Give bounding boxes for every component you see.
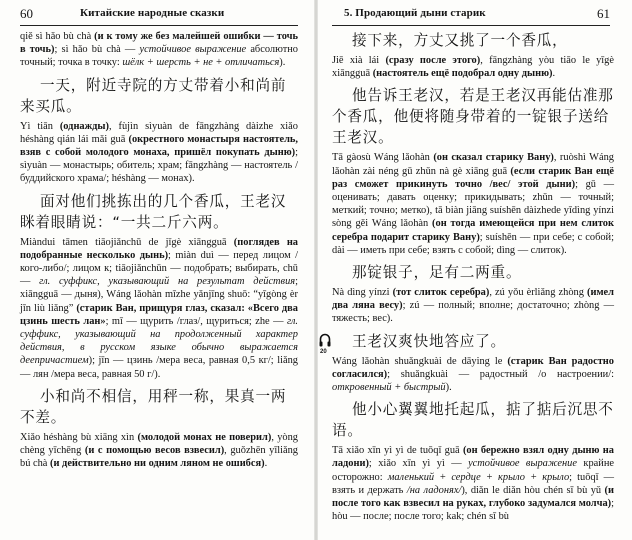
chinese-sentence: 那锭银子，足有二两重。	[352, 264, 522, 282]
left-page-header	[20, 4, 298, 26]
chinese-sentence: 他告诉王老汉，若是王老汉再能估准那个香瓜，他便将随身带着的一锭银子送给王老汉。	[332, 87, 614, 147]
right-page-content	[320, 30, 615, 523]
chinese-sentence-block	[332, 85, 614, 148]
running-title: 5. Продающий дыни старик	[344, 7, 486, 19]
page-number: 61	[597, 6, 610, 21]
chinese-sentence: 小和尚不相信，用秤一称，果真一两不差。	[20, 387, 287, 426]
transcription-paragraph: Tā xiǎo xīn yì yì de tuōqǐ guā (он бережно взял одну дыню на ладони); xiǎo xīn yì yì — устойчивое выражение крайне осторожно: маленький + сердце + крыло + крыло; tuōqǐ — взять и держать /на ладонях/), diǎn le diǎn hòu chén sī bù yǔ (и после того как взвесил на руках, глубоко задумался молча); hòu — после; после того; kak; chén sī bù	[332, 445, 614, 523]
right-page-header	[332, 4, 610, 26]
chinese-sentence-block	[20, 75, 298, 117]
audio-track-number: 20	[320, 348, 327, 355]
chinese-sentence-block	[332, 30, 614, 51]
transcription-paragraph: Miàndui tāmen tiāojiǎnchū de jǐgè xiāngguā (поглядев на подобранные несколько дынь); miàn duì — перед лицом /кого-либо/; лицом к; tiāojiǎnchūn — подобрать; выбирать, chū — гл. суффикс, указывающий на результат действия; xiāngguā — дыня), Wáng lǎohàn mīzhe yǎnjīng shuō: “yīgòng èr jīn liù liǎng” (старик Ван, прищуря глаз, сказал: «Всего два цзинь шесть лан»; mī — щурить /глаз/, щуриться; zhe — гл. суффикс, указывающий на продолженный характер действия, в русском языке обычно выражается деепричастием); jīn — цзинь /мера веса, равная 0,5 кг/; liǎng — лян /мера веса, равная 50 г/).	[20, 236, 299, 380]
left-page-content	[20, 30, 298, 470]
chinese-sentence-block	[20, 386, 298, 428]
transcription-paragraph: Wáng lǎohàn shuǎngkuài de dāying le (старик Ван радостно согласился); shuǎngkuài — радостный /о настроении/: откровенный + быстрый).	[332, 355, 614, 394]
chinese-sentence-block	[20, 191, 298, 233]
chinese-sentence-block	[320, 331, 614, 355]
transcription-paragraph: Yì tiān (однажды), fùjìn sìyuàn de fāngzhàng dàizhe xiǎo héshàng qián lái mǎi guā (окрестного монастыря настоятель, взяв с собой молодого монаха, пришёл покупать дыню); sìyuàn — монастырь; обитель; храм; fāngzhàng — настоятель /буддийского храма/; héshàng — монах).	[20, 120, 298, 185]
transcription-paragraph: Nà dìng yínzi (тот слиток серебра), zú yǒu èrliǎng zhòng (имел два ляна весу); zú — полный; вполне; достаточно; zhòng — тяжесть; вес).	[332, 287, 614, 325]
chinese-sentence: 一天，附近寺院的方丈带着小和尚前来买瓜。	[20, 76, 287, 115]
header-rule	[20, 25, 298, 26]
transcription-paragraph: Xiǎo héshàng bù xiāng xìn (молодой монах не поверил), yòng chèng yīchēng (и с помощью весов взвесил), guǒzhēn yīliǎng bú chà (и действительно ни одним ляном не ошибся).	[20, 431, 299, 470]
running-title: Китайские народные сказки	[80, 7, 225, 19]
chinese-sentence: 王老汉爽快地答应了。	[352, 332, 506, 350]
chinese-sentence-block	[332, 262, 614, 283]
chinese-sentence-block	[332, 399, 614, 441]
transcription-paragraph: qiě sì hǎo bù chà (и к тому же без малейшей ошибки — точь в точь); sì hǎo bù chà — устойчивое выражение абсолютно точный; точка в точку: шёлк + шерсть + не + отличаться).	[20, 31, 298, 69]
transcription-paragraph: Tā gàosù Wáng lǎohàn (он сказал старику Вану), ruòshì Wáng lǎohàn zài néng gū zhǔn nà gè xiāng guā (если старик Ван ещё раз сможет прикинуть точно /вес/ этой дыни); gū — оценивать; давать оценку; прикидывать; zhǔn — точный; меткий; точно; метко), tā biàn jiāng suíshēn dàizhede yīdìng yínzi sòng gěi Wáng lǎohàn (он тогда имеющейся при нем слиток серебра подарит старику Вану); suíshēn — при себе; с собой; dài — иметь при себе; взять с собой; dìng — слиток).	[332, 152, 615, 256]
page-number: 60	[20, 6, 33, 21]
transcription-paragraph: Jiē xià lái (сразу после этого), fāngzhàng yòu tiāo le yīgè xiāngguā (настоятель ещё подобрал одну дыню).	[332, 55, 614, 80]
headphones-icon	[319, 333, 331, 349]
right-page	[316, 0, 632, 540]
chinese-sentence: 接下来，方丈又挑了一个香瓜，	[352, 32, 568, 49]
header-rule	[332, 25, 610, 26]
chinese-sentence: 他小心翼翼地托起瓜，掂了掂后沉思不语。	[332, 401, 614, 440]
chinese-sentence: 面对他们挑拣出的几个香瓜，王老汉眯着眼睛说：“一共二斤六两。	[20, 192, 287, 231]
